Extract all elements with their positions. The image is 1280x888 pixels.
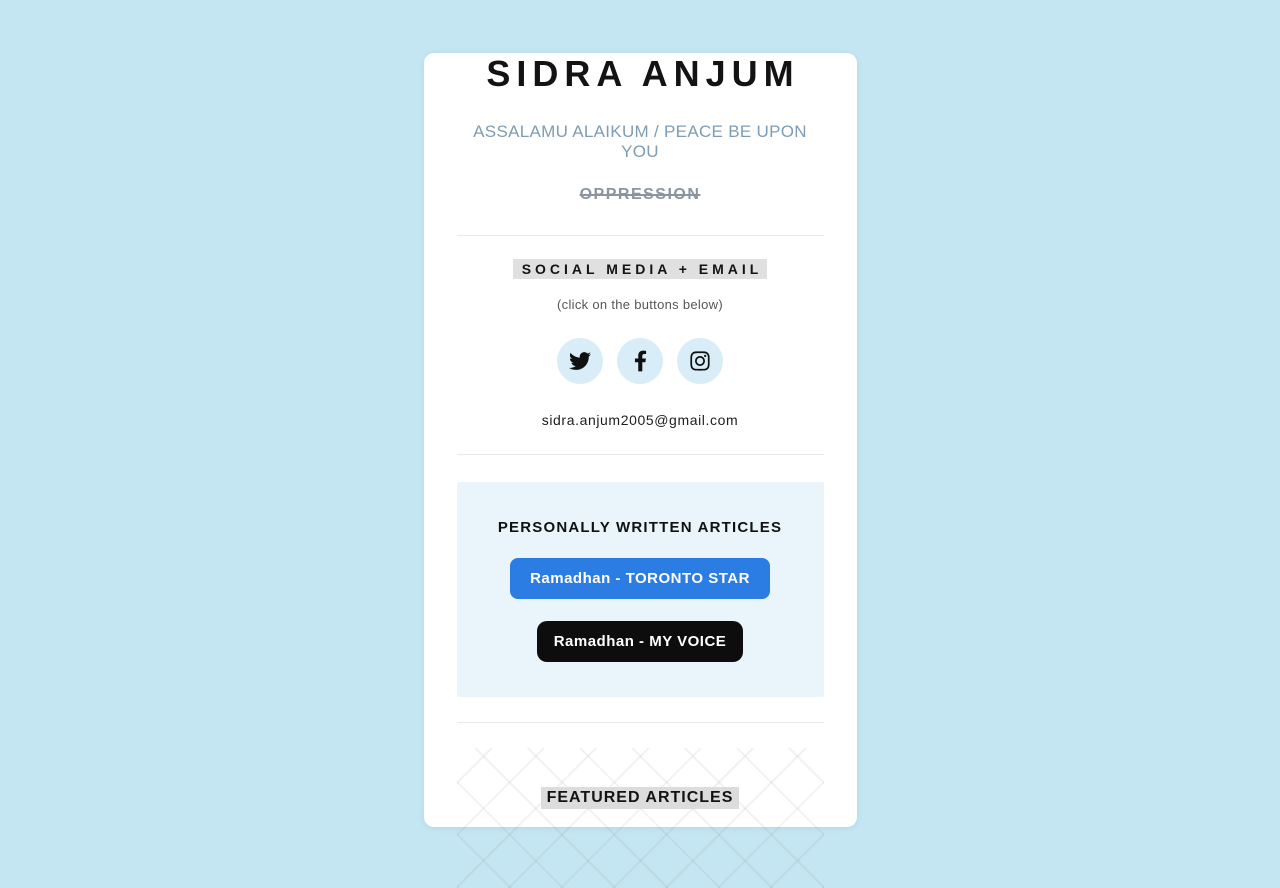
email-address: sidra.anjum2005@gmail.com	[541, 412, 739, 428]
divider	[457, 235, 824, 236]
divider	[457, 454, 824, 455]
profile-card	[424, 53, 857, 827]
instagram-icon	[689, 350, 711, 372]
featured-articles-section	[457, 748, 824, 888]
featured-articles-heading: FEATURED ARTICLES	[541, 787, 740, 809]
twitter-button[interactable]	[557, 338, 603, 384]
personal-articles-heading: PERSONALLY WRITTEN ARTICLES	[497, 519, 783, 536]
ramadhan-my-voice-button[interactable]: Ramadhan - MY VOICE	[537, 621, 744, 662]
twitter-icon	[569, 350, 591, 372]
instagram-button[interactable]	[677, 338, 723, 384]
facebook-icon	[634, 349, 647, 373]
personal-articles-section	[457, 482, 824, 697]
social-hint-text: (click on the buttons below)	[557, 297, 723, 312]
ramadhan-toronto-star-button[interactable]: Ramadhan - TORONTO STAR	[510, 558, 770, 599]
greeting-subtitle: ASSALAMU ALAIKUM / PEACE BE UPON YOU	[473, 122, 807, 161]
page-title: SIDRA ANJUM	[486, 53, 800, 94]
social-section-header	[457, 259, 824, 279]
oppression-strikethrough-text: OPPRESSION	[579, 186, 701, 203]
social-media-email-heading: SOCIAL MEDIA + EMAIL	[513, 259, 768, 279]
divider	[457, 722, 824, 723]
facebook-button[interactable]	[617, 338, 663, 384]
social-icon-row	[457, 338, 824, 384]
